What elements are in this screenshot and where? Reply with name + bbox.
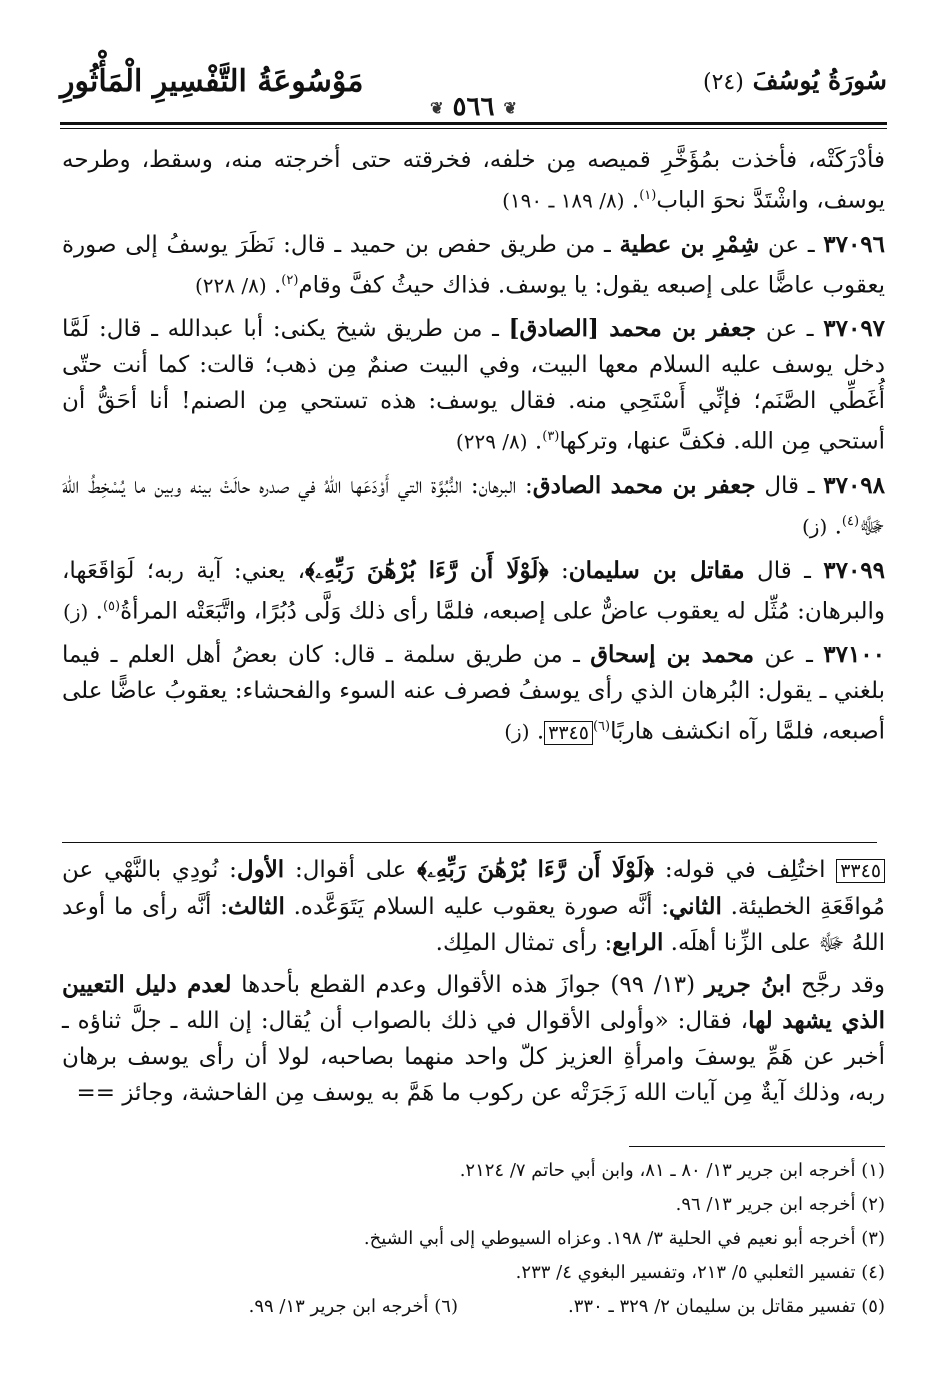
footnote-marker: (١): [639, 188, 657, 203]
narration-text: ، يعني: آية ربه؛ لَوَاقَعَها، والبرهان: مُثِّل له يعقوب عاضٌّ على إصبعه، فلمَّا رأى ذلك وَلَّى دُبُرًا، واتَّبَعَتْه المرأةُ: [62, 557, 885, 625]
page-number: ٥٦٦: [452, 92, 495, 122]
narration-text: : البرهان: النُّبُوَّة التي أَوْدَعَها اللهُ في صدره حالَتْ بينه وبين ما يُسْخِطُ اللهَ ﷻ: [62, 472, 885, 540]
commentary-separator: [62, 842, 877, 843]
commentary-section: [62, 852, 885, 1117]
commentary-text: وقد رجَّح: [801, 972, 886, 998]
narration-37097: ٣٧٠٩٧ ـ عن جعفر بن محمد [الصادق] ـ من طريق شيخ يكنى: أبا عبدالله ـ قال: لَمَّا دخل يوسف عليه السلام معها البيت، وفي البيت صنمٌ مِن ذهب؛ قالت: كما أنت حتّى أُغَطِّي الصَّنَم؛ فإنِّي أَسْتَحِي منه. فقال يوسف: هذه تستحي مِن الصنم! أنا أحَقُّ أن أستحي مِن الله. فكفَّ عنها، وتركها$^{(٣)}$. (٨/ ٢٢٩): [62, 315, 886, 455]
opinion-text: : رأى تمثال الملِك.: [435, 930, 613, 956]
narration-intro: ـ قال: [757, 557, 811, 584]
surah-number: (٢٤): [703, 70, 744, 95]
opinion-label: الرابع: [612, 929, 664, 956]
commentary-text: ، فقال: «وأولى الأقوال في ذلك بالصواب أن يُقال: إن الله ـ جلَّ ثناؤه ـ أخبر عن هَمِّ يوسفَ وامرأةِ العزيز كلّ واحد منهما بصاحبه، لولا أن رأى يوسف برهان ربه، وذلك آيةٌ مِن آيات الله زَجَرَتْه عن ركوب ما هَمَّ به يوسف مِن الفاحشة، وجائز ==: [62, 1008, 885, 1106]
footnote: (٣) أخرجه أبو نعيم في الحلية ٣/ ١٩٨. وعزاه السيوطي إلى أبي الشيخ.: [363, 1228, 885, 1249]
header-rule: [60, 122, 887, 125]
narration-intro: ـ عن: [765, 316, 814, 343]
footnote-row: [62, 1292, 885, 1322]
narration-number: ٣٧١٠٠: [823, 641, 886, 669]
narrator-name: مقاتل بن سليمان: [568, 556, 745, 584]
narration-number: ٣٧٠٩٩: [823, 556, 886, 584]
header-rule-thin: [60, 128, 887, 129]
footnote: (٦) أخرجه ابن جرير ١٣/ ٩٩.: [248, 1296, 458, 1317]
narration-text: ـ من طريق حفص بن حميد ـ قال: نَظَرَ يوسفُ إلى صورة يعقوب عاضًّا على إصبعه يقول: يا يوسف. فذاك حيثُ كفَّ وقام: [62, 231, 885, 299]
narration-37099: ٣٧٠٩٩ ـ قال مقاتل بن سليمان: ﴿لَوْلَا أَن رَّءَا بُرْهَٰنَ رَبِّهِۦ﴾، يعني: آية ربه؛ لَوَاقَعَها، والبرهان: مُثِّل له يعقوب عاضٌّ على إصبعه، فلمَّا رأى ذلك وَلَّى دُبُرًا، واتَّبَعَتْه المرأةُ$^{(٥)}$. (ز): [62, 556, 886, 625]
narration-intro: ـ قال: [764, 472, 815, 499]
narration-intro: ـ عن: [767, 231, 815, 258]
paragraph-text: فأدْرَكَتْه، فأخذت بمُؤَخَّرِ قميصه مِن خلفه، فخرقته حتى أخرجته منه، وسقط، وطرحه يوسف، واشْتَدَّ نحوَ الباب: [62, 147, 885, 214]
narration-number: ٣٧٠٩٦: [823, 230, 886, 258]
surah-heading: [703, 66, 887, 95]
page-number-block: [60, 92, 887, 122]
surah-name: سُورَةُ يُوسُفَ: [752, 66, 887, 95]
reference: (٨/ ٢٢٨): [194, 273, 267, 298]
opinion-text: : أنَّه صورة يعقوب عليه السلام يَتَوَعَّده.: [293, 894, 669, 920]
footnote-marker: (٤): [841, 513, 860, 529]
commentary-text: (١٣/ ٩٩) جوازَ هذه الأقوال وعدم القطع بأحدها: [241, 972, 696, 998]
footnote: (٥) تفسير مقاتل بن سليمان ٢/ ٣٢٩ ـ ٣٣٠.: [568, 1296, 885, 1317]
footnote: (٤) تفسير الثعلبي ٥/ ٢١٣، وتفسير البغوي ٤/ ٢٣٣.: [515, 1262, 885, 1283]
commentary-text: على أقوال:: [294, 857, 407, 883]
footnote-marker: (٢): [281, 272, 299, 288]
quran-verse: ﴿لَوْلَا أَن رَّءَا بُرْهَٰنَ رَبِّهِۦ﴾: [305, 556, 549, 584]
opinion-text: : نُودِي بالنَّهْي عن مُواقَعَةِ الخطيئة.: [62, 857, 886, 920]
page-header: [60, 62, 887, 122]
reference: (ز): [802, 514, 828, 539]
commentary-text: اختُلِف في قوله:: [664, 857, 826, 883]
footnotes: [62, 1156, 885, 1326]
narrator-name: شِمْرِ بن عطية: [619, 230, 760, 258]
emphasis-text: لعدم دليل التعيين الذي يشهد لها: [62, 971, 886, 1034]
narration-37096: ٣٧٠٩٦ ـ عن شِمْرِ بن عطية ـ من طريق حفص بن حميد ـ قال: نَظَرَ يوسفُ إلى صورة يعقوب عاضًّا على إصبعه يقول: يا يوسف. فذاك حيثُ كفَّ وقام$^{(٢)}$. (٨/ ٢٢٨): [62, 230, 886, 299]
reference: (ز): [504, 719, 530, 744]
narration-text: ـ من طريق شيخ يكنى: أبا عبدالله ـ قال: لَمَّا دخل يوسف عليه السلام معها البيت، وفي البيت صنمٌ مِن ذهب؛ قالت: كما أنت حتّى أُغَطِّي الصَّنَم؛ فإنِّي أَسْتَحِي منه. فقال يوسف: هذه تستحي مِن الصنم! أنا أحَقُّ أن أستحي مِن الله. فكفَّ عنها، وتركها: [62, 316, 885, 455]
opinion-label: الأول: [236, 856, 285, 883]
narrator-name: جعفر بن محمد الصادق: [532, 471, 756, 499]
footnote: (٢) أخرجه ابن جرير ١٣/ ٩٦.: [675, 1194, 885, 1215]
narrator-name: محمد بن إسحاق: [590, 641, 755, 669]
main-text: [62, 142, 885, 759]
footnote-marker: (٣): [542, 429, 560, 445]
narration-number: ٣٧٠٩٧: [823, 315, 886, 343]
paragraph: فأدْرَكَتْه، فأخذت بمُؤَخَّرِ قميصه مِن خلفه، فخرقته حتى أخرجته منه، وسقط، وطرحه يوسف، واشْتَدَّ نحوَ الباب$^{(١)}$. (٨/ ١٨٩ ـ ١٩٠): [62, 147, 885, 214]
footnote-marker: (٦): [592, 719, 611, 735]
commentary-paragraph: [62, 852, 885, 961]
narration-37098: ٣٧٠٩٨ ـ قال جعفر بن محمد الصادق: البرهان: النُّبُوَّة التي أَوْدَعَها اللهُ في صدره حالَتْ بينه وبين ما يُسْخِطُ اللهَ ﷻ$^{(٤)}$. (ز): [62, 471, 886, 540]
opinion-label: الثاني: [668, 893, 722, 920]
footnote-marker: (٥): [102, 598, 121, 614]
book-title: مَوْسُوعَةُ التَّفْسِيرِ الْمَأْثُورِ: [60, 64, 364, 99]
reference: (ز): [63, 599, 89, 624]
quran-verse: ﴿لَوْلَا أَن رَّءَا بُرْهَٰنَ رَبِّهِۦ﴾: [417, 856, 655, 883]
reference: (٨/ ١٨٩ ـ ١٩٠): [502, 188, 625, 213]
reference: (٨/ ٢٢٩): [455, 429, 528, 454]
scholar-name: ابنُ جرير: [704, 971, 792, 998]
footnote-separator: [629, 1146, 885, 1147]
commentary-number: ٣٣٤٥: [836, 859, 885, 883]
narration-37100: ٣٧١٠٠ ـ عن محمد بن إسحاق ـ من طريق سلمة ـ قال: كان بعضُ أهل العلم ـ فيما بلغني ـ يقول: البُرهان الذي رأى يوسفُ فصرف عنه السوء والفحشاء: يعقوبُ عاضًّا على أصبعه، فلمَّا رآه انكشف هاربًا$^{(٦)}$٣٣٤٥. (ز): [62, 641, 886, 745]
narration-text: ـ من طريق سلمة ـ قال: كان بعضُ أهل العلم ـ فيما بلغني ـ يقول: البُرهان الذي رأى يوسفُ فصرف عنه السوء والفحشاء: يعقوبُ عاضًّا على أصبعه، فلمَّا رآه انكشف هاربًا: [62, 642, 885, 745]
footnote: (١) أخرجه ابن جرير ١٣/ ٨٠ ـ ٨١، وابن أبي حاتم ٧/ ٢١٢٤.: [459, 1160, 885, 1181]
commentary-marker[interactable]: ٣٣٤٥: [544, 721, 593, 745]
ornament-icon: ❦: [430, 98, 444, 118]
opinion-text: : أنَّه رأى ما أوعد اللهُ ﷻ على الزِّنا أهلَه.: [62, 894, 885, 956]
commentary-paragraph: [62, 967, 885, 1111]
ornament-icon: ❦: [503, 98, 517, 118]
narration-intro: ـ عن: [764, 642, 813, 669]
opinion-label: الثالث: [227, 893, 285, 920]
narration-number: ٣٧٠٩٨: [823, 471, 886, 499]
narrator-name: جعفر بن محمد [الصادق]: [508, 315, 757, 343]
